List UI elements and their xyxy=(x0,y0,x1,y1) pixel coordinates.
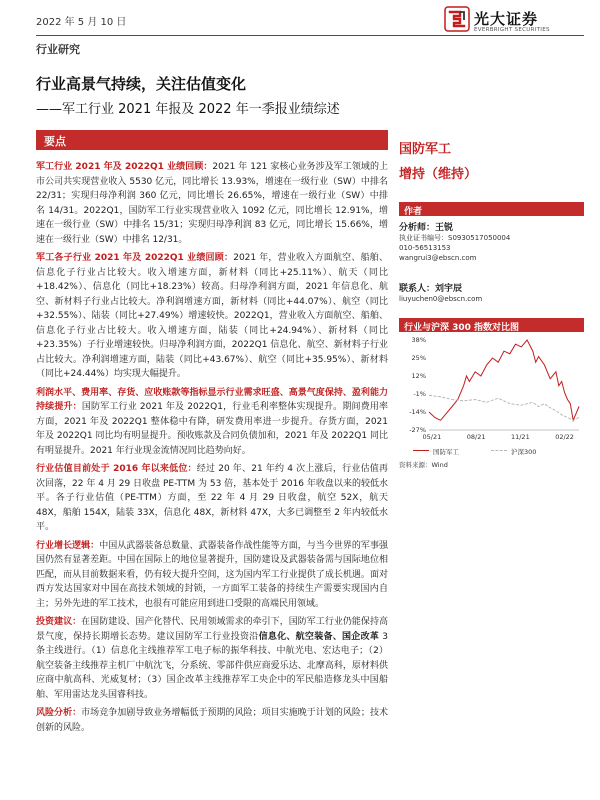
analyst-phone: 010-56513153 xyxy=(399,244,451,252)
paragraph-growth-logic xyxy=(36,539,388,612)
paragraph-label: 利润水平、费用率、存货、应收账款等指标显示行业需求旺盛、高景气度保持、盈利能力持续提升： xyxy=(36,387,388,412)
x-tick-label: 05/21 xyxy=(422,433,442,441)
legend-label-defense: 国防军工 xyxy=(433,448,459,456)
paragraph-text: 市场竞争加剧导致业务增幅低于预期的风险；项目实施晚于计划的风险；技术创新的风险。 xyxy=(36,708,388,733)
paragraph-label: 行业增长逻辑： xyxy=(36,540,100,551)
paragraph-subsector-review xyxy=(36,251,388,382)
y-tick-label: -27% xyxy=(409,426,426,434)
analyst-name: 分析师：王锐 xyxy=(399,223,454,233)
legend-swatch-defense xyxy=(413,450,429,451)
chart-header: 行业与沪深 300 指数对比图 xyxy=(399,318,584,332)
paragraph-emphasis: 信息化、航空装备、国企改革 xyxy=(258,631,380,642)
y-tick-label: 38% xyxy=(411,336,426,344)
y-tick-label: -1% xyxy=(413,390,426,398)
paragraph-profitability xyxy=(36,386,388,459)
paragraph-text: 2021 年，营业收入方面航空、船舶、信息化子行业占比较大。收入增速方面，新材料（同比+25.11%）、航天（同比+18.42%）、信息化（同比+18.23%）较高。归母净利润方面，2021 年信息化、航空、新材料子行业占比较大。净利润增速方面，新材料（同比+44.07%）、航空（同比+32.55%）、陆装（同比+27.49%）增速较快。2022Q1，营业收入方面航空、船舶、信息化子行业占比较大。收入增速方面，陆装（同比+24.94%）、新材料（同比+23.35%）子行业增速较快。归母净利润方面，2022Q1 信息化、航空、新材料子行业占比较大。净利润增速方面，陆装（同比+43.67%）、航空（同比+35.95%）、新材料（同比+24.44%）均实现大幅提升。 xyxy=(36,253,388,379)
paragraph-label: 风险分析： xyxy=(36,708,82,718)
report-subtitle: ——军工行业 2021 年报及 2022 年一季报业绩综述 xyxy=(36,102,340,117)
contact-name: 联系人：刘宇辰 xyxy=(399,284,463,294)
chart-source: 资料来源：Wind xyxy=(399,461,448,469)
paragraph-text: 经过 20 年、21 年约 4 次上涨后，行业估值再次回落，22 年 4 月 29 日收盘 PE-TTM 为 53 倍，基本处于 2016 年收盘以来的较低水平。各子行业估值（PE-TTM）方面，至 22 年 4 月 29 日收盘，航空 52X，航天 48X，船舶 154X，陆装 33X，信息化 48X，新材料 47X，大多已调整至 2 年内较低水平。 xyxy=(36,464,388,532)
paragraph-text: 国防军工行业 2021 年及 2022Q1，行业毛利率整体实现提升。期间费用率方面，2021 年及 2022Q1 整体稳中有降，研发费用率进一步提升。存货方面，2021 年及 2022Q1 同比均有明显提升。预收账款及合同负债加和，2021 年及 2022Q1 同比有明显提升。2021 年行业现金流情况同比趋势向好。 xyxy=(36,402,388,456)
paragraph-text: 2021 年 121 家核心业务涉及军工领域的上市公司共实现营业收入 5530 亿元，同比增长 13.93%，增速在一级行业（SW）中排名 22/31；实现归母净利润 360 亿元，同比增长 26.65%，增速在一级行业（SW）中排名 14/31。2022Q1，国防军工行业实现营业收入 1092 亿元，同比增长 12.91%，增速在一级行业（SW）中排名 15/31；实现归母净利润 83 亿元，同比增长 15.66%，增速在一级行业（SW）中排名 12/31。 xyxy=(36,162,389,245)
everbright-logo-icon xyxy=(444,6,470,32)
key-points-header xyxy=(36,130,388,150)
x-tick-label: 02/22 xyxy=(555,433,574,441)
legend-label-hs300: 沪深300 xyxy=(511,448,537,456)
header-divider xyxy=(36,35,584,36)
analyst-email: wangrui3@ebscn.com xyxy=(399,254,477,262)
y-tick-label: 12% xyxy=(411,372,426,380)
chart-legend xyxy=(399,446,584,458)
report-category: 行业研究 xyxy=(36,43,80,56)
paragraph-performance-review xyxy=(36,160,388,247)
paragraph-risk xyxy=(36,706,388,735)
author-header: 作者 xyxy=(399,202,584,216)
paragraph-label: 军工行业 2021 年及 2022Q1 业绩回顾： xyxy=(36,162,213,172)
paragraph-valuation xyxy=(36,462,388,535)
paragraph-text: 在国防建设、国产化替代、民用领域需求的牵引下，国防军工行业仍能保持高景气度，保持长期增长态势。建议国防军工行业投资沿 xyxy=(36,617,388,642)
paragraph-label: 投资建议： xyxy=(36,617,82,627)
sidebar xyxy=(399,130,584,469)
industry-rating: 增持（维持） xyxy=(399,167,478,182)
key-points-body xyxy=(36,160,388,739)
x-tick-label: 11/21 xyxy=(510,433,530,441)
paragraph-label: 军工各子行业 2021 年及 2022Q1 业绩回顾： xyxy=(36,253,234,263)
industry-name: 国防军工 xyxy=(399,142,452,157)
paragraph-investment-advice xyxy=(36,615,388,702)
brand-name-en: EVERBRIGHT SECURITIES xyxy=(474,27,550,33)
y-tick-label: 25% xyxy=(411,354,426,362)
contact-email: liuyuchen0@ebscn.com xyxy=(399,295,483,303)
brand-name: 光大证券 xyxy=(474,10,539,28)
y-tick-label: -14% xyxy=(409,408,426,416)
paragraph-label: 行业估值目前处于 2016 年以来低位： xyxy=(36,464,197,474)
license-number: 执业证书编号：S0930517050004 xyxy=(399,234,511,242)
chart-canvas xyxy=(399,334,584,446)
paragraph-text: 3 条主线进行。（1）信息化主线推荐军工电子标的振华科技、中航光电、宏达电子；（2）航空装备主线推荐主机厂中航沈飞，分系统、零部件供应商爱乐达、北摩高科，原材料供应商中航高科、光威复材；（3）国企改革主线推荐军工央企中的军民船造修龙头中国船舶、军用雷达龙头国睿科技。 xyxy=(36,631,388,700)
report-date: 2022 年 5 月 10 日 xyxy=(36,17,127,28)
series-line-defense xyxy=(429,340,579,420)
index-comparison-chart xyxy=(399,334,584,446)
legend-swatch-hs300 xyxy=(491,450,507,451)
key-points-heading: 要点 xyxy=(44,135,66,148)
paragraph-text: 中国从武器装备总数量、武器装备作战性能等方面，与当今世界的军事强国仍然有显著差距。中国在国际上的地位显著提升，国防建设及武器装备需与国际地位相匹配，而从目前数据来看，仍有较大提升空间，这为国内军工行业提供了成长机遇。面对西方发达国家对中国在高技术领域的封锁，一方面军工装备的持续生产需要实现国内自主；另外先进的军工技术，也很有可能应用到进口受限的高端民用领域。 xyxy=(36,540,388,609)
x-tick-label: 08/21 xyxy=(466,433,486,441)
report-title: 行业高景气持续，关注估值变化 xyxy=(36,75,247,93)
